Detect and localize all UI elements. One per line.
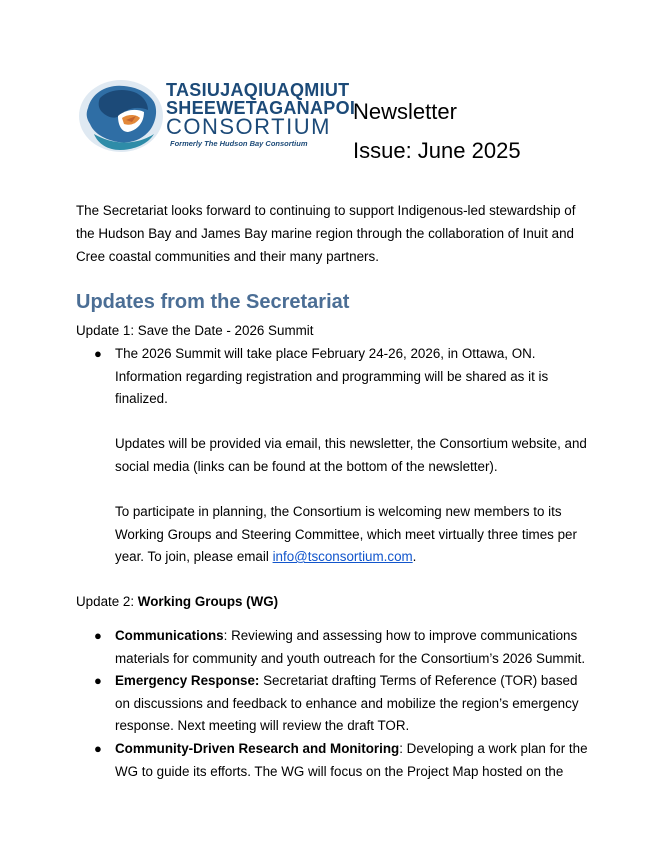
wg-item-title: Community-Driven Research and Monitoring [115,741,400,756]
logo-text-line-3: CONSORTIUM [166,114,331,139]
logo-tagline: Formerly The Hudson Bay Consortium [170,139,308,148]
bullet-marker: ● [94,346,102,361]
logo-text-line-2: SHEEWETAGANAPOI [166,98,356,118]
update-1-label: Update 1: Save the Date - 2026 Summit [76,323,314,338]
bullet-marker: ● [94,741,102,756]
wg-item-title: Emergency Response: [115,673,260,688]
consortium-logo [78,78,356,154]
update-2-label-prefix: Update 2: [76,594,138,609]
bullet-marker: ● [94,628,102,643]
wg-item-text: : Developing a work plan for the WG to guide its efforts. The WG will focus on the Project Map hosted on the [115,741,588,779]
consortium-logo-map-icon [78,78,164,154]
newsletter-title: Newsletter [353,99,457,124]
wg-item-text: : Reviewing and assessing how to improve communications materials for community and youth outreach for the Consortium’s 2026 Summit. [115,628,586,666]
wg-item-title: Communications [115,628,224,643]
update-2-label-title: Working Groups (WG) [137,594,279,609]
intro-paragraph: The Secretariat looks forward to continuing to support Indigenous-led stewardship of the Hudson Bay and James Bay marine region through the collaboration of Inuit and Cree coastal communities and their many partners. [76,203,576,264]
update-1-paragraph-2: Updates will be provided via email, this newsletter, the Consortium website, and social media (links can be found at the bottom of the newsletter). [115,436,587,474]
update-1-paragraph-3 [115,501,590,569]
wg-item-communications [115,625,590,670]
wg-item-emergency-response [115,670,590,738]
wg-item-research-monitoring [115,738,590,783]
update-2-label [76,591,278,613]
update-1-paragraph-3-text: To participate in planning, the Consortium is welcoming new members to its Working Groups and Steering Committee, which meet virtually three times per year. To join, please email [115,504,577,564]
update-1-paragraph-3-end: . [412,549,417,564]
wg-item-text: Secretariat drafting Terms of Reference (TOR) based on discussions and feedback to enhance and mobilize the region’s emergency response. Next meeting will review the draft TOR. [115,673,579,733]
issue-date: Issue: June 2025 [353,138,521,163]
bullet-marker: ● [94,673,102,688]
section-heading: Updates from the Secretariat [76,291,350,313]
update-1-paragraph-1: The 2026 Summit will take place February 24-26, 2026, in Ottawa, ON. Information regarding registration and programming will be shared as it is finalized. [115,346,549,406]
email-link[interactable]: info@tsconsortium.com [272,549,413,564]
logo-text-line-1: TASIUJAQIUAQMIUT [166,80,350,100]
